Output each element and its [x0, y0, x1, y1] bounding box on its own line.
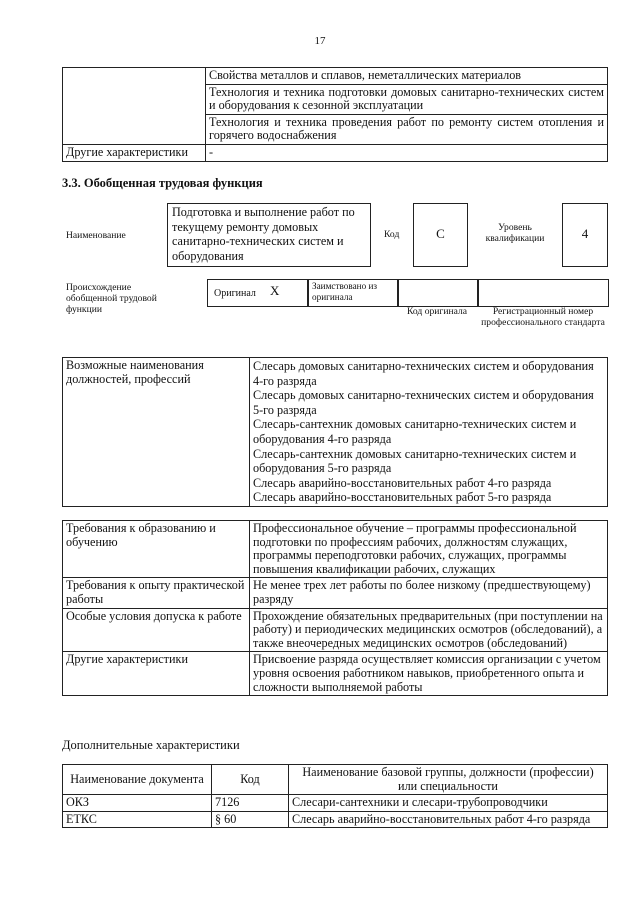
level-box [562, 203, 608, 267]
list-item: Слесарь домовых санитарно-технических систем и оборудования 4-го разряда [253, 359, 594, 388]
table-cell: § 60 [212, 811, 289, 828]
row-value: Присвоение разряда осуществляет комиссия организации с учетом уровня освоения работником навыков, приобретенного опыта и сложности выполняемой работы [250, 652, 608, 696]
row-value: Прохождение обязательных предварительных (при поступлении на работу) и периодических медицинских осмотров (обследований), а также внеочередных медицинских осмотров (обследований) [250, 608, 608, 652]
header-cell: Код [212, 765, 289, 795]
list-item: Слесарь аварийно-восстановительных работ 4-го разряда [253, 475, 552, 490]
positions-table [62, 357, 608, 507]
row-label: Требования к образованию и обучению [63, 521, 250, 578]
table-cell: Слесарь аварийно-восстановительных работ 4-го разряда [289, 811, 608, 828]
header-cell: Наименование документа [63, 765, 212, 795]
table-cell: ОКЗ [63, 795, 212, 812]
code-label: Код [384, 229, 400, 240]
positions-list [250, 358, 608, 507]
row-label: Требования к опыту практической работы [63, 578, 250, 608]
table-row [63, 521, 608, 578]
table-row [63, 578, 608, 608]
row-value: Профессиональное обучение – программы профессиональной подготовки по профессиям рабочих, должностям служащих, программы переподготовки рабочих, служащих, программы повышения квалификации рабочих, служащих [250, 521, 608, 578]
row-value: Не менее трех лет работы по более низкому (предшествующему) разряду [250, 578, 608, 608]
row-label: Другие характеристики [63, 652, 250, 696]
name-value: Подготовка и выполнение работ по текущему ремонту домовых санитарно-технических систем и оборудования [172, 205, 355, 263]
code-value: С [436, 226, 445, 241]
page-number: 17 [314, 35, 326, 47]
origin-label: Происхождение обобщенной трудовой функции [66, 282, 157, 315]
name-label: Наименование [66, 230, 126, 241]
borrowed-cell [307, 279, 399, 307]
table-header-row [63, 765, 608, 795]
original-mark: X [270, 283, 280, 298]
original-label: Оригинал [214, 288, 256, 299]
reg-number-cell [477, 279, 609, 307]
list-item: Слесарь домовых санитарно-технических систем и оборудования 5-го разряда [253, 388, 594, 417]
list-item: Слесарь аварийно-восстановительных работ 5-го разряда [253, 490, 552, 505]
table-row [63, 811, 608, 828]
table-row [63, 608, 608, 652]
borrowed-label: Заимствовано из оригинала [312, 281, 378, 302]
list-item: Слесарь-сантехник домовых санитарно-технических систем и оборудования 5-го разряда [253, 446, 577, 476]
table-row [63, 358, 608, 507]
top-table [62, 67, 608, 162]
name-box [167, 203, 371, 267]
code-box [413, 203, 468, 267]
table-cell: ЕТКС [63, 811, 212, 828]
table-cell: 7126 [212, 795, 289, 812]
extra-title: Дополнительные характеристики [62, 738, 240, 752]
code-original-cell [397, 279, 479, 307]
table-cell: Слесари-сантехники и слесари-трубопроводчики [289, 795, 608, 812]
row-label: Другие характеристики [63, 144, 206, 161]
section-title: 3.3. Обобщенная трудовая функция [62, 176, 263, 190]
table-row [63, 68, 608, 85]
list-item: Слесарь-сантехник домовых санитарно-технических систем и оборудования 4-го разряда [253, 417, 577, 446]
table-row [63, 144, 608, 161]
level-value: 4 [581, 226, 589, 241]
row-label [63, 68, 206, 145]
row-label: Особые условия допуска к работе [63, 608, 250, 652]
header-cell: Наименование базовой группы, должности (профессии) или специальности [289, 765, 608, 795]
reg-number-caption: Регистрационный номер профессионального стандарта [481, 306, 605, 328]
original-cell [207, 279, 309, 307]
requirements-table [62, 520, 608, 696]
row-value: Технология и техника подготовки домовых санитарно-технических систем и оборудования к сезонной эксплуатации [206, 84, 608, 114]
positions-label: Возможные наименования должностей, профессий [63, 358, 250, 507]
table-row [63, 795, 608, 812]
row-value: Технология и техника проведения работ по ремонту систем отопления и горячего водоснабжения [206, 114, 608, 144]
row-value: Свойства металлов и сплавов, неметаллических материалов [206, 68, 608, 85]
row-value: - [206, 144, 608, 161]
table-row [63, 652, 608, 696]
extra-table [62, 764, 608, 828]
level-label: Уровень квалификации [485, 222, 545, 244]
code-original-caption: Код оригинала [406, 306, 468, 317]
